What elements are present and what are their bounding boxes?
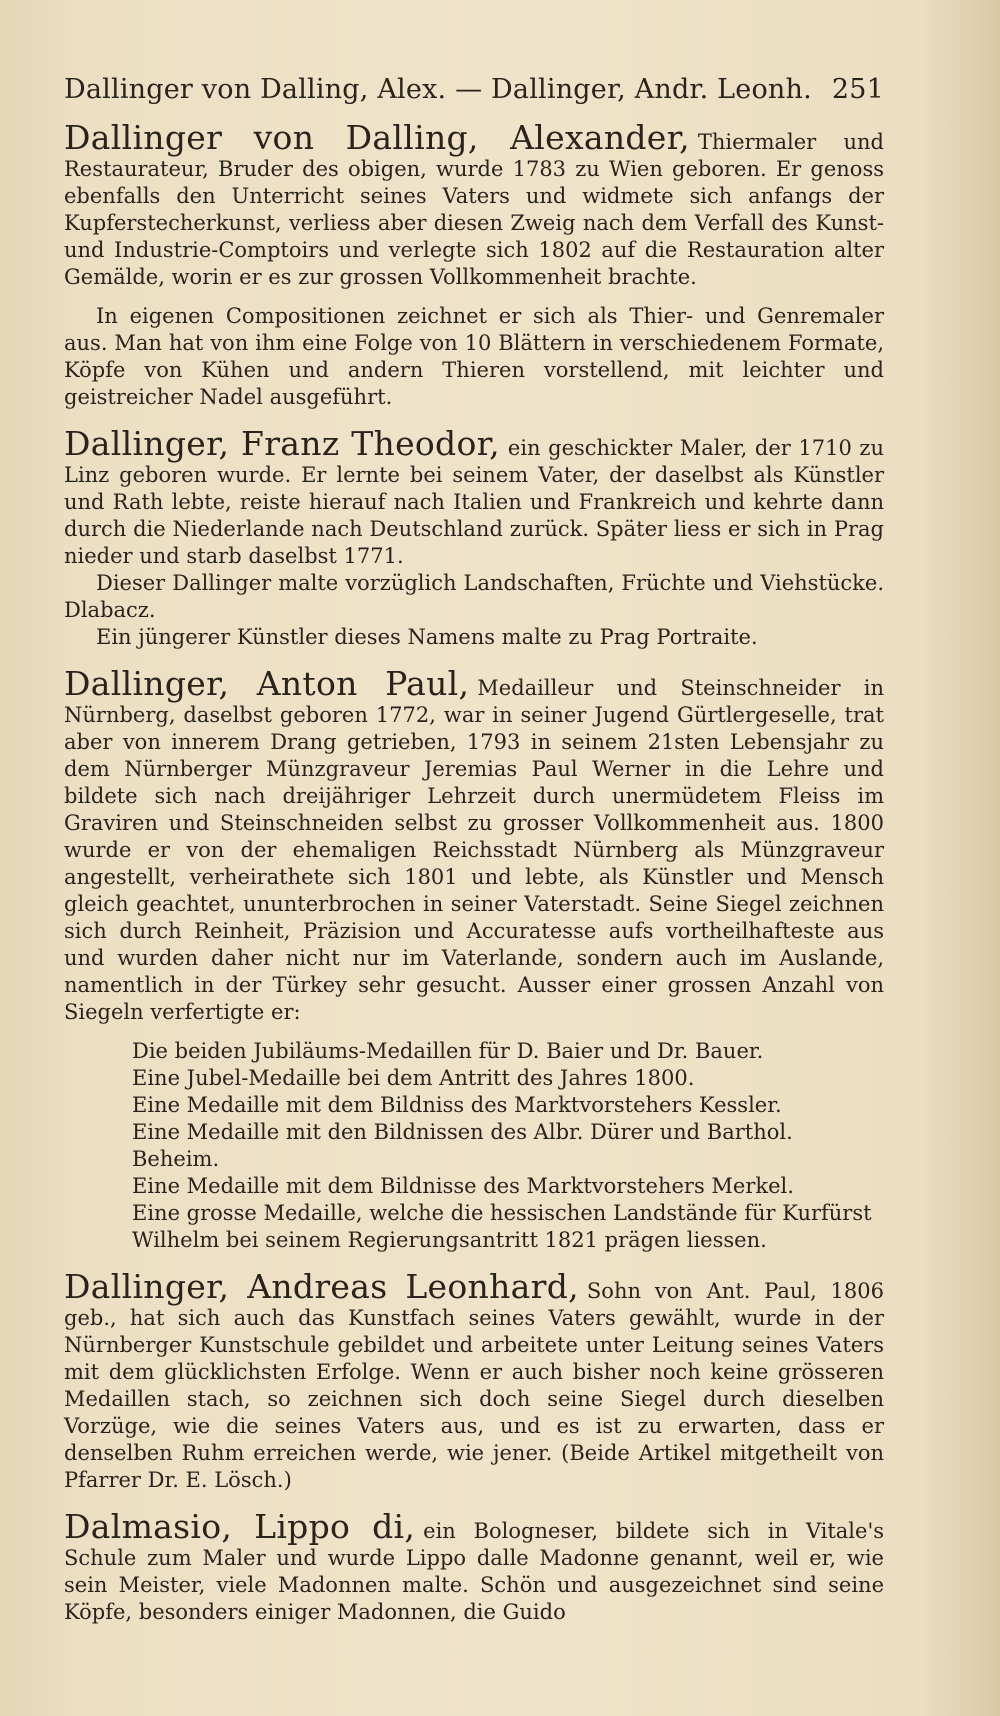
entry-paragraph <box>64 1267 884 1494</box>
list-item: Eine Medaille mit dem Bildnisse des Marktvorstehers Merkel. <box>132 1174 794 1198</box>
entry-text: Thiermaler und Restaurateur, Bruder des obigen, wurde 1783 zu Wien geboren. Er genoss ebenfalls den Unterricht seines Vaters und widmete sich anfangs der Kupferstecherkunst, verliess aber diesen Zweig nach dem Verfall des Kunst- und Industrie-Comptoirs und verlegte sich 1802 auf die Restauration alter Gemälde, worin er es zur grossen Vollkommenheit brachte. <box>64 130 884 289</box>
list-item: Eine Medaille mit den Bildnissen des Albr. Dürer und Barthol. Beheim. <box>132 1120 793 1171</box>
entry-headword: Dallinger, Franz Theodor, <box>64 424 500 463</box>
entry-dallinger-andreas-leonhard <box>64 1267 884 1494</box>
page-number: 251 <box>831 74 884 105</box>
works-list <box>64 1038 884 1254</box>
entry-headword: Dalmasio, Lippo di, <box>64 1507 416 1546</box>
entry-text: ein Bologneser, bildete sich in Vitale's Schule zum Maler und wurde Lippo dalle Madonne genannt, weil er, wie sein Meister, viele Madonnen malte. Schön und ausgezeichnet sind seine Köpfe, besonders einiger Madonnen, die Guido <box>64 1519 884 1624</box>
list-item: Eine grosse Medaille, welche die hessischen Landstände für Kurfürst Wilhelm bei seinem Regierungsantritt 1821 prägen liessen. <box>132 1201 872 1252</box>
entry-dallinger-anton-paul <box>64 664 884 1254</box>
entry-paragraph <box>64 118 884 291</box>
list-item: Die beiden Jubiläums-Medaillen für D. Baier und Dr. Bauer. <box>132 1039 764 1063</box>
entry-dallinger-von-dalling-alexander <box>64 118 884 411</box>
entry-text: Sohn von Ant. Paul, 1806 geb., hat sich auch das Kunstfach seines Vaters gewählt, wurde in der Nürnberger Kunstschule gebildet und arbeitete unter Leitung seines Vaters mit dem glücklichsten Erfolge. Wenn er auch bisher noch keine grösseren Medaillen stach, so zeichnen sich doch seine Siegel durch dieselben Vorzüge, wie die seines Vaters aus, und es ist zu erwarten, dass er denselben Ruhm erreichen werde, wie jener. (Beide Artikel mitgetheilt von Pfarrer Dr. E. Lösch.) <box>64 1279 884 1492</box>
entry-paragraph <box>64 424 884 570</box>
entry-paragraph-2: In eigenen Compositionen zeichnet er sich als Thier- und Genremaler aus. Man hat von ihm eine Folge von 10 Blättern in verschiedenem Formate, Köpfe von Kühen und andern Thieren vorstellend, mit leichter und geistreicher Nadel ausgeführt. <box>64 304 884 409</box>
entry-headword: Dallinger von Dalling, Alexander, <box>64 118 690 157</box>
list-item: Eine Jubel-Medaille bei dem Antritt des Jahres 1800. <box>132 1066 695 1090</box>
entry-text: ein geschickter Maler, der 1710 zu Linz geboren wurde. Er lernte bei seinem Vater, der daselbst als Künstler und Rath lebte, reiste hierauf nach Italien und Frankreich und kehrte dann durch die Niederlande nach Deutschland zurück. Später liess er sich in Prag nieder und starb daselbst 1771. <box>64 436 884 568</box>
entry-paragraph <box>64 1507 884 1626</box>
entry-paragraph <box>64 664 884 1026</box>
entry-dalmasio-lippo-di <box>64 1507 884 1626</box>
running-header <box>64 74 884 105</box>
entry-text: Medailleur und Steinschneider in Nürnberg, daselbst geboren 1772, war in seiner Jugend Gürtlergeselle, trat aber von innerem Drang getrieben, 1793 in seinem 21sten Lebensjahr zu dem Nürnberger Münzgraveur Jeremias Paul Werner in die Lehre und bildete sich nach dreijähriger Lehrzeit durch unermüdetem Fleiss im Graviren und Steinschneiden selbst zu grosser Vollkommenheit aus. 1800 wurde er von der ehemaligen Reichsstadt Nürnberg als Münzgraveur angestellt, verheirathete sich 1801 und lebte, als Künstler und Mensch gleich geachtet, ununterbrochen in seiner Vaterstadt. Seine Siegel zeichnen sich durch Reinheit, Präzision und Accuratesse aufs vortheilhafteste aus und wurden daher nicht nur im Vaterlande, sondern auch im Auslande, namentlich in der Türkey sehr gesucht. Ausser einer grossen Anzahl von Siegeln verfertigte er: <box>64 676 884 1024</box>
entry-headword: Dallinger, Anton Paul, <box>64 664 470 703</box>
list-item: Eine Medaille mit dem Bildniss des Marktvorstehers Kessler. <box>132 1093 782 1117</box>
page-body <box>64 118 884 1645</box>
entry-dallinger-franz-theodor <box>64 424 884 651</box>
entry-subparagraph-2: Ein jüngerer Künstler dieses Namens malte zu Prag Portraite. <box>96 625 758 649</box>
entry-subparagraph-1: Dieser Dallinger malte vorzüglich Landschaften, Früchte und Viehstücke. Dlabacz. <box>64 571 884 622</box>
running-title: Dallinger von Dalling, Alex. — Dallinger, Andr. Leonh. <box>64 74 812 105</box>
entry-headword: Dallinger, Andreas Leonhard, <box>64 1267 579 1306</box>
